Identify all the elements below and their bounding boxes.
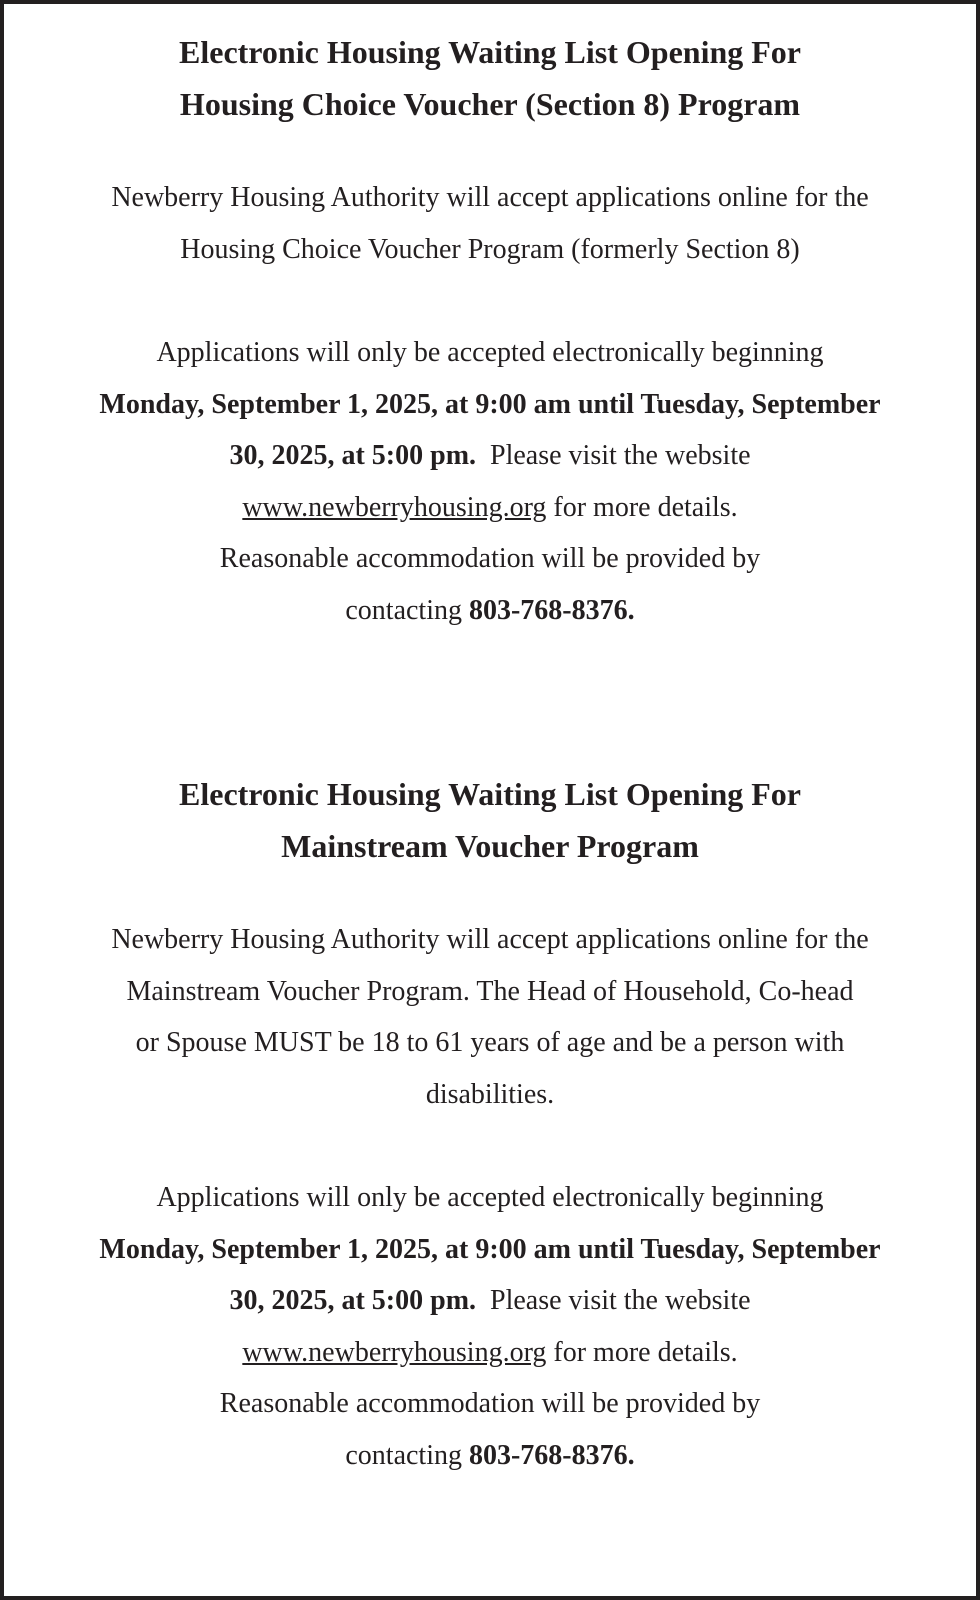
visit-text: Please visit the website — [490, 1285, 751, 1316]
website-link[interactable]: www.newberryhousing.org — [242, 1336, 547, 1368]
details-text: for more details. — [553, 1336, 738, 1368]
application-dates-line-2: 30, 2025, at 5:00 pm. — [229, 1285, 477, 1316]
intro-line-2: Mainstream Voucher Program. The Head of Household, Co-head — [126, 975, 854, 1007]
phone-number: 803-768-8376. — [468, 594, 635, 626]
intro-line-4: disabilities. — [425, 1078, 555, 1110]
heading-line-1: Electronic Housing Waiting List Opening For — [179, 34, 801, 70]
accommodation-text: Reasonable accommodation will be provided by — [219, 543, 761, 574]
intro-line-1: Newberry Housing Authority will accept applications online for the — [111, 924, 869, 955]
intro-line-2: Housing Choice Voucher Program (formerly Section 8) — [180, 233, 800, 265]
application-dates-line-1: Monday, September 1, 2025, at 9:00 am until Tuesday, September — [99, 1233, 881, 1265]
notice-housing-choice-voucher — [4, 26, 976, 636]
application-paragraph — [4, 1172, 976, 1481]
phone-number: 803-768-8376. — [468, 1439, 635, 1471]
intro-line-3: or Spouse MUST be 18 to 61 years of age and be a person with — [135, 1027, 845, 1058]
notice-heading — [4, 26, 976, 130]
apply-lead: Applications will only be accepted electronically beginning — [156, 337, 824, 368]
apply-lead: Applications will only be accepted electronically beginning — [156, 1182, 824, 1213]
contacting-text: contacting — [345, 1439, 462, 1471]
heading-line-2: Housing Choice Voucher (Section 8) Program — [179, 86, 801, 122]
details-text: for more details. — [553, 491, 738, 523]
intro-paragraph — [4, 172, 976, 275]
website-link[interactable]: www.newberryhousing.org — [242, 491, 547, 523]
heading-line-2: Mainstream Voucher Program — [281, 828, 699, 864]
intro-line-1: Newberry Housing Authority will accept applications online for the — [111, 182, 869, 213]
accommodation-text: Reasonable accommodation will be provided by — [219, 1388, 761, 1419]
application-dates-line-1: Monday, September 1, 2025, at 9:00 am until Tuesday, September — [99, 388, 881, 420]
intro-paragraph — [4, 914, 976, 1120]
visit-text: Please visit the website — [490, 440, 751, 471]
notice-heading — [4, 768, 976, 872]
contacting-text: contacting — [345, 594, 462, 626]
heading-line-1: Electronic Housing Waiting List Opening For — [179, 776, 801, 812]
application-dates-line-2: 30, 2025, at 5:00 pm. — [229, 440, 477, 471]
notice-mainstream-voucher — [4, 768, 976, 1481]
application-paragraph — [4, 327, 976, 636]
